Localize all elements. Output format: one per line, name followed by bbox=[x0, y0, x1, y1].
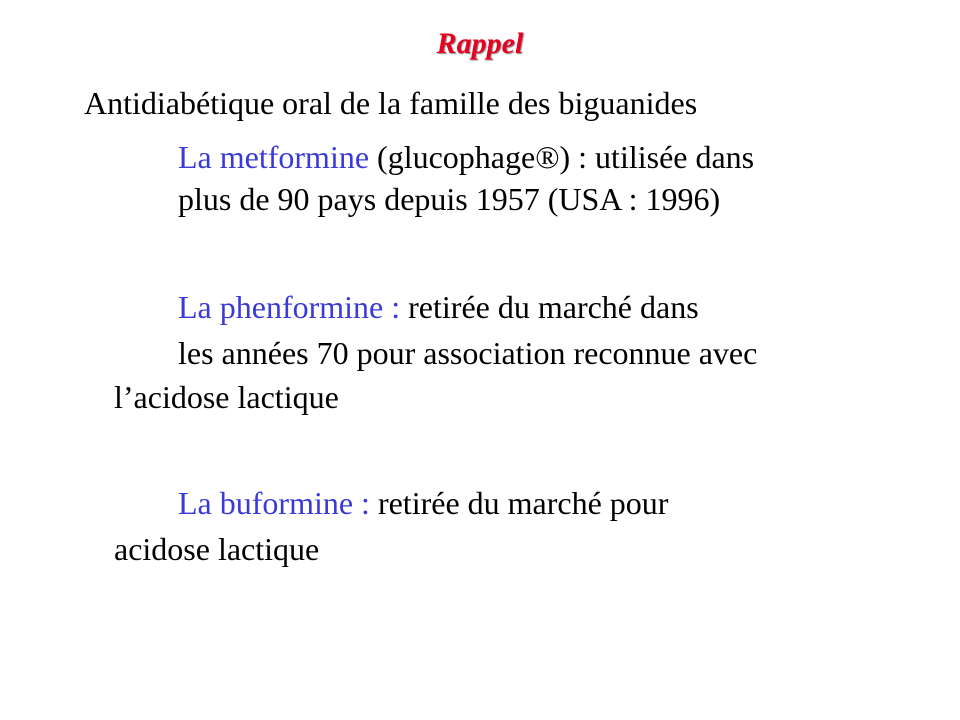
phenformine-line-3: l’acidose lactique bbox=[114, 379, 339, 415]
slide-title: Rappel bbox=[436, 27, 524, 60]
phenformine-name: La phenformine : bbox=[178, 289, 409, 325]
phenformine-line-2: les années 70 pour association reconnue avec bbox=[178, 335, 758, 371]
buformine-line-1-rest: retirée du marché pour bbox=[377, 485, 669, 521]
phenformine-line-1 bbox=[178, 288, 699, 326]
intro-text: Antidiabétique oral de la famille des biguanides bbox=[84, 85, 698, 121]
metformine-line-1 bbox=[178, 138, 754, 176]
buformine-line-2: acidose lactique bbox=[114, 531, 320, 567]
phenformine-line-1-rest: retirée du marché dans bbox=[408, 289, 699, 325]
buformine-line-1 bbox=[178, 484, 668, 522]
metformine-line-1-rest: (glucophage®) : utilisée dans bbox=[369, 139, 755, 175]
buformine-name: La buformine : bbox=[178, 485, 378, 521]
metformine-name: La metformine bbox=[178, 139, 370, 175]
metformine-line-2: plus de 90 pays depuis 1957 (USA : 1996) bbox=[178, 181, 721, 217]
